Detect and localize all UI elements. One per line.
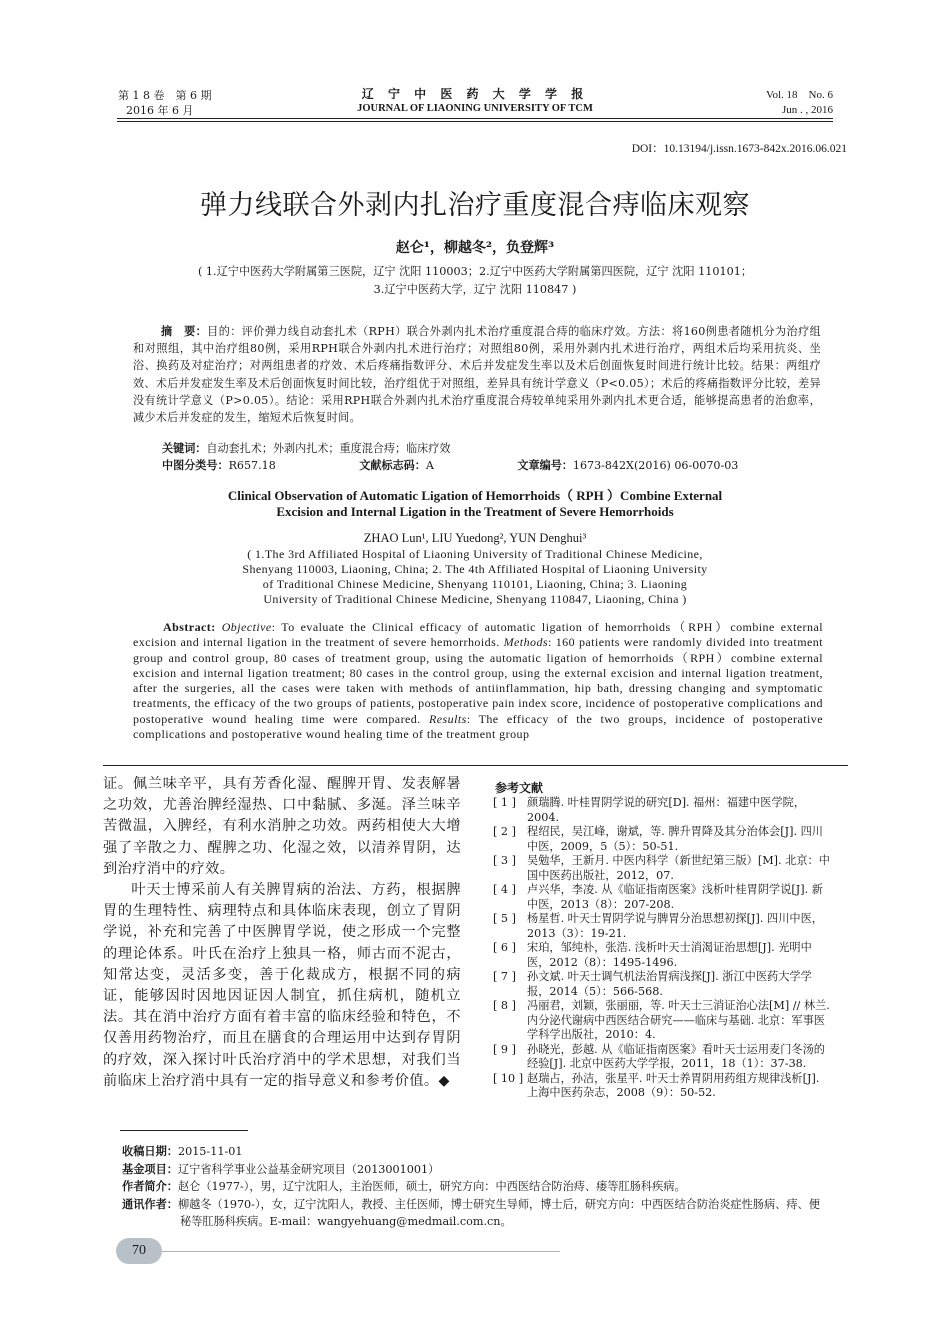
journal-title-block <box>330 86 620 116</box>
ref-text: 孙晓光，彭越. 从《临证指南医案》看叶天士运用麦门冬汤的经验[J]. 北京中医药大学学报，2011，18（1）：37-38. <box>527 1042 825 1070</box>
reference-item <box>493 1043 833 1072</box>
reference-item <box>493 796 833 825</box>
journal-name-en: JOURNAL OF LIAONING UNIVERSITY OF TCM <box>357 103 593 114</box>
date-en: Jun . , 2016 <box>781 104 833 116</box>
ref-text: 卢兴华，李凌. 从《临证指南医案》浅析叶桂胃阴学说[J]. 新中医，2013（8）：207-208. <box>527 883 823 911</box>
ref-number: [ 7 ] <box>493 970 516 983</box>
results-text: : The efficacy of the two groups, incidence of postoperative complications and postoperative wound healing time of the treatment group <box>133 711 824 742</box>
reference-item <box>493 941 833 970</box>
reference-item <box>493 970 833 999</box>
ref-number: [ 1 ] <box>493 796 516 809</box>
header-volume-en <box>766 88 833 118</box>
fund-label: 基金项目： <box>122 1161 178 1176</box>
title-en-line: Clinical Observation of Automatic Ligation of Hemorrhoids（ RPH ）Combine External <box>227 488 723 503</box>
date-cn: 2016 年 6 月 <box>126 104 194 117</box>
author-bio-label: 作者简介： <box>122 1179 178 1193</box>
affiliation-line: 3.辽宁中医药大学，辽宁 沈阳 110847 ) <box>373 283 577 296</box>
keywords-label: 关键词： <box>162 442 207 455</box>
article-title-cn: 弹力线联合外剥内扎治疗重度混合痔临床观察 <box>200 190 750 221</box>
ref-number: [ 3 ] <box>493 854 516 867</box>
ref-text: 吴勉华，王新月. 中医内科学（新世纪第三版）[M]. 北京：中国中医药出版社，2012，07. <box>527 854 830 882</box>
affiliations-cn <box>120 263 830 299</box>
keywords-text: 自动套扎术；外剥内扎术；重度混合痔；临床疗效 <box>206 442 451 455</box>
clc-label: 中图分类号： <box>162 459 229 472</box>
authors-en: ZHAO Lun¹, LIU Yuedong², YUN Denghui³ <box>363 531 587 545</box>
ref-number: [ 8 ] <box>493 999 516 1012</box>
reference-item <box>493 883 833 912</box>
ref-text: 颜瑞腾. 叶桂胃阴学说的研究[D]. 福州：福建中医学院，2004. <box>527 796 806 824</box>
affiliation-line: ( 1.辽宁中医药大学附属第三医院，辽宁 沈阳 110003；2.辽宁中医药大学附属第四医院，辽宁 沈阳 110101； <box>197 265 753 278</box>
footnote-rule <box>120 1130 248 1131</box>
title-en-line: Excision and Internal Ligation in the Treatment of Severe Hemorrhoids <box>276 504 674 519</box>
clc-value: R657.18 <box>228 459 276 472</box>
ref-text: 程绍民，吴江峰，谢斌，等. 脾升胃降及其分治体会[J]. 四川中医，2009，5（5）：50-51. <box>527 825 823 853</box>
ref-text: 杨星哲. 叶天士胃阴学说与脾胃分治思想初探[J]. 四川中医，2013（3）：19-21. <box>527 912 823 940</box>
reference-item <box>493 854 833 883</box>
ref-text: 孙文斌. 叶天士调气机法治胃病浅探[J]. 浙江中医药大学学报，2014（5）：566-568. <box>527 970 812 998</box>
keywords-cn <box>162 440 822 457</box>
abstract-en-label: Abstract: <box>163 620 216 634</box>
affiliation-en-line: of Traditional Chinese Medicine, Shenyang 110101, Liaoning, China; 3. Liaoning <box>262 577 688 591</box>
author-bio-value: 赵仑（1977-），男，辽宁沈阳人，主治医师，硕士，研究方向：中西医结合防治痔、瘘等肛肠科疾病。 <box>177 1180 686 1193</box>
header-rule <box>117 118 833 119</box>
volume-issue-cn: 第 1 8 卷 第 6 期 <box>118 89 212 102</box>
abstract-cn <box>133 323 821 426</box>
methods-label: Methods <box>503 635 549 650</box>
abstract-cn-label: 摘 要： <box>161 325 208 338</box>
ref-number: [ 5 ] <box>493 912 516 925</box>
authors-cn: 赵仑¹，柳越冬²，负登辉³ <box>395 240 555 256</box>
article-title-en <box>120 488 830 520</box>
corresponding-label: 通讯作者： <box>122 1196 178 1211</box>
objective-label: Objective <box>221 620 272 634</box>
body-paragraph: 证。佩兰味辛平，具有芳香化湿、醒脾开胃、发表解暑之功效，尤善治脾经湿热、口中黏腻、多涎。泽兰味辛苦微温，入脾经，有利水消肿之功效。两药相使大大增强了辛散之力、醒脾之功、化湿之效，以清养胃阴，达到治疗消中的疗效。 <box>103 776 461 877</box>
references-list <box>493 796 833 1101</box>
doc-code-label: 文献标志码： <box>359 459 426 472</box>
volume-issue-en: Vol. 18 No. 6 <box>765 89 833 101</box>
ref-number: [ 6 ] <box>493 941 516 954</box>
classification-line <box>162 457 822 474</box>
received-label: 收稿日期： <box>122 1144 178 1158</box>
ref-number: [ 4 ] <box>493 883 516 896</box>
reference-item <box>493 825 833 854</box>
page-footer-rule <box>160 1251 560 1252</box>
article-no-label: 文章编号： <box>517 459 573 472</box>
received-value: 2015-11-01 <box>177 1145 243 1158</box>
results-label: Results <box>428 711 467 726</box>
author-bio <box>122 1178 832 1196</box>
journal-name-cn: 辽 宁 中 医 药 大 学 学 报 <box>361 87 589 101</box>
doc-code-value: A <box>425 459 434 472</box>
page-number: 70 <box>116 1238 162 1264</box>
affiliation-en-line: University of Traditional Chinese Medicine, Shenyang 110847, Liaoning, China ) <box>263 592 687 606</box>
article-no-value: 1673-842X(2016) 06-0070-03 <box>572 459 739 472</box>
ref-number: [ 9 ] <box>493 1042 516 1056</box>
reference-item <box>493 912 833 941</box>
footnotes <box>122 1143 832 1231</box>
body-column-left <box>103 774 461 1092</box>
ref-text: 赵瑞占，孙洁，张星平. 叶天士养胃阴用药组方规律浅析[J]. 上海中医药杂志，2008（9）：50-52. <box>527 1071 820 1099</box>
references-title: 参考文献 <box>495 781 544 795</box>
doi[interactable]: DOI：10.13194/j.issn.1673-842x.2016.06.021 <box>631 143 847 155</box>
fund-info <box>122 1161 832 1179</box>
ref-text: 宋珀，邹纯朴，张浩. 浅析叶天士消渴证治思想[J]. 光明中医，2012（8）：1495-1496. <box>527 941 812 969</box>
corresponding-author-cont: 秘等肛肠科疾病。E-mail：wangyehuang@medmail.com.cn。 <box>180 1215 512 1228</box>
objective-text: : To evaluate the Clinical efficacy of automatic ligation of hemorrhoids（RPH）combine external excision and internal ligation in the treatment of severe hemorrhoids. <box>133 620 824 650</box>
header-rule-thin <box>117 121 833 122</box>
abstract-en <box>133 620 823 742</box>
section-separator <box>103 765 848 766</box>
corresponding-value: 柳越冬（1970-），女，辽宁沈阳人，教授、主任医师，博士研究生导师，博士后，研究方向：中西医结合防治炎症性肠病、痔、便 <box>177 1197 820 1211</box>
reference-item <box>493 1072 833 1101</box>
body-paragraph: 叶天士博采前人有关脾胃病的治法、方药，根据脾胃的生理特性、病理特点和具体临床表现，创立了胃阴学说，补充和完善了中医脾胃学说，使之形成一个完整的理论体系。叶氏在治疗上独具一格，师古而不泥古，知常达变，灵活多变，善于化裁成方，根据不同的病证，能够因时因地因证因人制宜，抓住病机，随机立法。其在消中治疗方面有着丰富的临床经验和特色，不仅善用药物治疗，而且在膳食的合理运用中达到存胃阴的疗效，深入探讨叶氏治疗消中的学术思想，对我们当前临床上治疗消中具有一定的指导意义和参考价值。◆ <box>103 882 461 1089</box>
reference-item <box>493 999 833 1043</box>
fund-value: 辽宁省科学事业公益基金研究项目（2013001001） <box>177 1162 440 1176</box>
header-volume-cn <box>118 88 211 118</box>
affiliations-en <box>150 547 800 607</box>
ref-number: [ 10 ] <box>493 1071 524 1085</box>
corresponding-author <box>122 1196 832 1214</box>
abstract-cn-text: 目的：评价弹力线自动套扎术（RPH）联合外剥内扎术治疗重度混合痔的临床疗效。方法：将160例患者随机分为治疗组和对照组，其中治疗组80例，采用RPH联合外剥内扎术进行治疗；对照组80例，采用外剥内扎术进行治疗，两组术后均采用抗炎、坐浴、换药及对症治疗；对两组患者的疗效、术后疼痛指数评分、术后并发症发生率以及术后创面恢复时间进行统计比较。结果：两组疗效、术后并发症发生率及术后创面恢复时间比较，治疗组优于对照组，差异具有统计学意义（P<0.05）；术后的疼痛指数评分比较，差异没有统计学意义（P>0.05）。结论：采用RPH联合外剥内扎术治疗重度混合痔较单纯采用外剥内扎术更合适，能够提高患者的治愈率，减少术后并发症的发生，缩短术后恢复时间。 <box>133 325 822 425</box>
ref-number: [ 2 ] <box>493 825 516 838</box>
received-date <box>122 1143 832 1161</box>
affiliation-en-line: ( 1.The 3rd Affiliated Hospital of Liaoning University of Traditional Chinese Medicine, <box>247 547 703 561</box>
affiliation-en-line: Shenyang 110003, Liaoning, China; 2. The 4th Affiliated Hospital of Liaoning University <box>242 562 708 576</box>
methods-text: : 160 patients were randomly divided into treatment group and control group, 80 cases of treatment group, using the automatic ligation of hemorrhoids（RPH）combine external excision and internal ligation treatment; 80 cases in the control group, using the external excision and internal ligation treatment, after the surgeries, all the cases were taken with methods of antiinflammation, hip bath, dressing changing and symptomatic treatments, the efficacy of the two groups of patients, postoperative pain index score, incidence of postoperative complications and postoperative wound healing time were compared. <box>133 635 823 726</box>
ref-text: 冯丽君，刘颖，张丽丽，等. 叶天士三消证治心法[M] // 林兰. 内分泌代谢病中西医结合研究——临床与基础. 北京：军事医学科学出版社，2010：4. <box>527 999 830 1041</box>
